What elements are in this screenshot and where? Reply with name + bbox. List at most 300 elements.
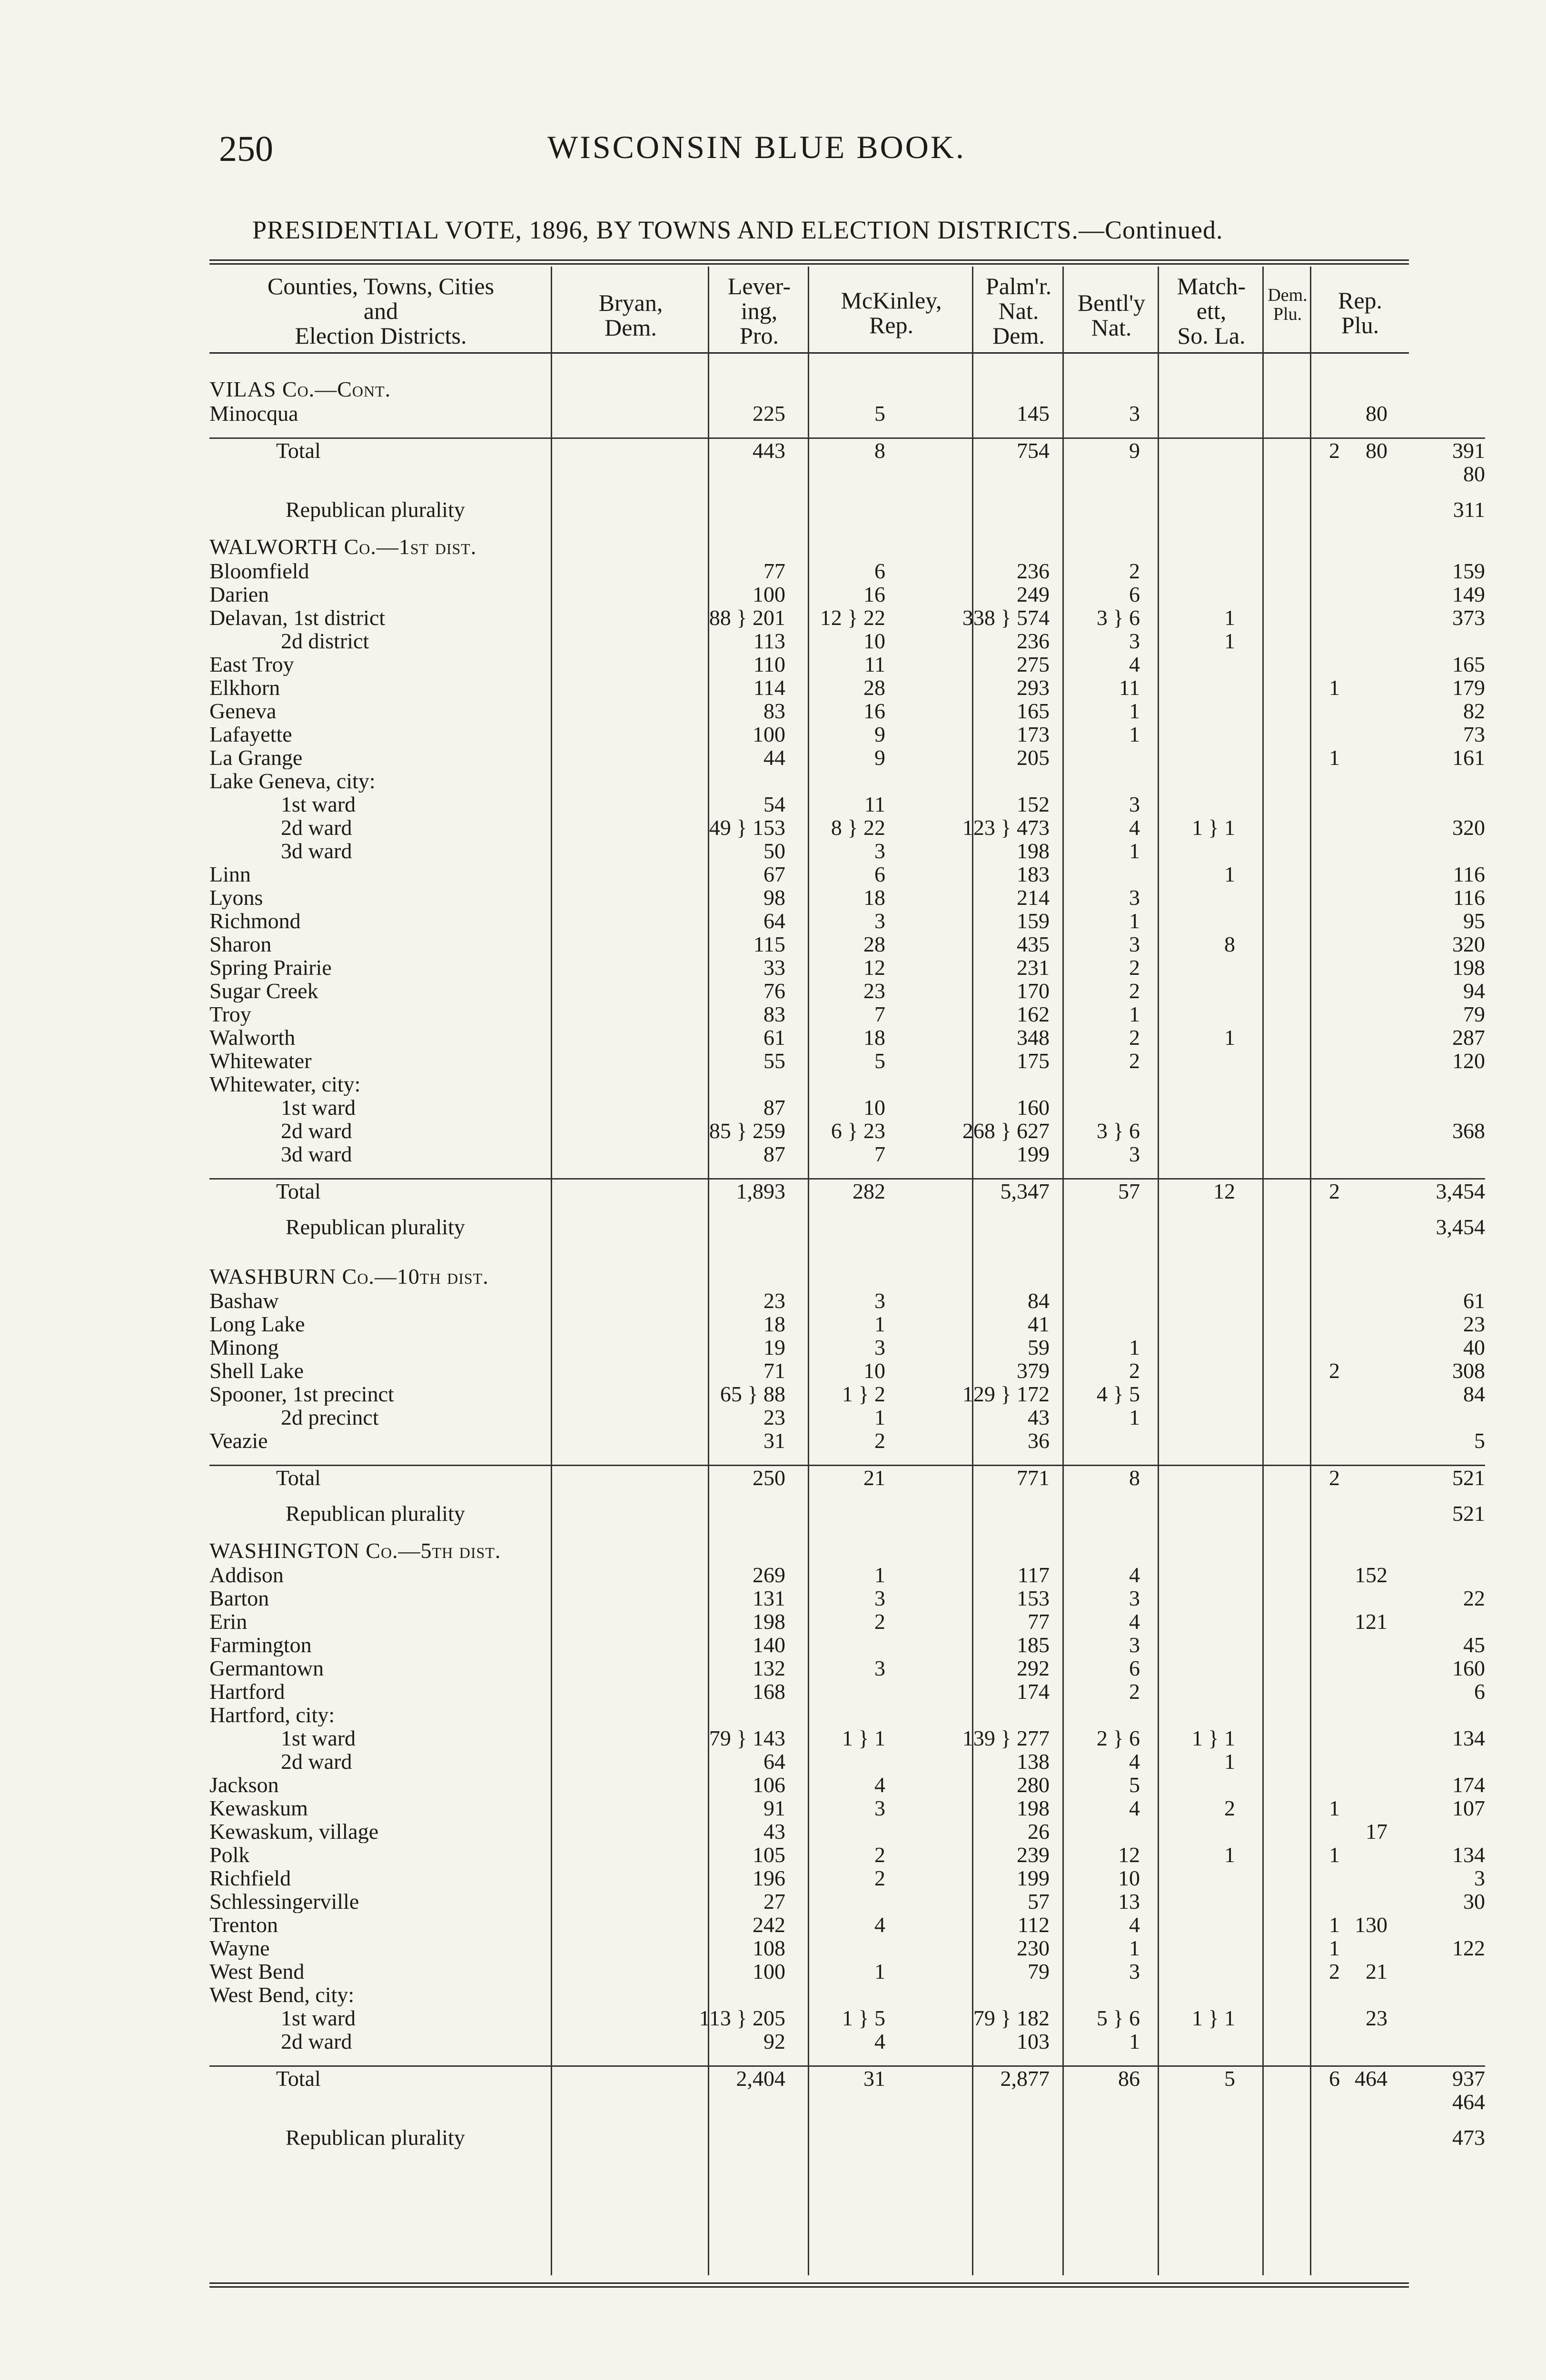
cell-dem-plu (1340, 1312, 1387, 1336)
cell-bryan: 98 (763, 886, 785, 909)
cell-mckinley (885, 1703, 1050, 1726)
cell-dem-plu: 80 (1340, 438, 1387, 463)
table-row (209, 2006, 1485, 2030)
cell-rep-plu: 308 (1452, 1359, 1485, 1382)
cell-rep-plu (1387, 1820, 1485, 1843)
cell-matchett (1235, 723, 1340, 746)
cell-dem-plu (1340, 1119, 1387, 1142)
cell-bentley (1140, 909, 1235, 932)
cell-matchett (1235, 1312, 1340, 1336)
cell-bryan (628, 1215, 785, 1239)
cell-palmer: 3 (1129, 402, 1140, 425)
cell-dem-plu (1340, 1002, 1387, 1026)
cell-rep-plu: 73 (1463, 723, 1485, 746)
row-label: Barton (209, 1587, 269, 1610)
table-row (209, 1452, 1485, 1466)
cell-mckinley (885, 498, 1050, 521)
cell-mckinley: 79 } 182 (973, 2006, 1050, 2030)
cell-matchett (1235, 583, 1340, 606)
cell-rep-plu: 165 (1452, 653, 1485, 676)
cell-palmer: 9 (1050, 438, 1140, 463)
cell-bentley (1140, 1610, 1235, 1633)
cell-mckinley (885, 2126, 1050, 2149)
running-head: WISCONSIN BLUE BOOK. (547, 129, 966, 165)
cell-dem-plu (1340, 1773, 1387, 1796)
cell-dem-plu (1340, 886, 1387, 909)
cell-palmer (1050, 462, 1140, 486)
cell-matchett (1235, 1587, 1340, 1610)
cell-bentley (1140, 1049, 1235, 1072)
cell-rep-plu: 94 (1463, 979, 1485, 1002)
cell-matchett (1235, 629, 1340, 653)
cell-bryan: 83 (763, 699, 785, 723)
cell-bryan (628, 1537, 785, 1563)
row-label: Minong (209, 1336, 279, 1359)
cell-bentley (1140, 676, 1235, 699)
row-label: 2d ward (281, 816, 352, 839)
cell-rep-plu: 161 (1452, 746, 1485, 769)
row-label: 3d ward (281, 839, 352, 863)
row-label: Richfield (209, 1866, 291, 1890)
table-row (209, 1142, 1485, 1166)
cell-bryan: 77 (763, 559, 785, 583)
cell-palmer (1050, 1502, 1140, 1525)
cell-palmer: 2 (1129, 1026, 1140, 1049)
row-label: Elkhorn (209, 676, 280, 699)
cell-levering: 10 (863, 629, 885, 653)
column-header-rep-plu: Rep. Plu. (1338, 287, 1383, 338)
cell-levering: 10 (863, 1096, 885, 1119)
table-row (209, 2090, 1485, 2113)
cell-levering: 2 (874, 1429, 885, 1452)
cell-bryan: 23 (763, 1406, 785, 1429)
cell-bentley (1140, 2090, 1235, 2113)
row-label: 1st ward (281, 1726, 356, 1750)
cell-levering: 5 (874, 402, 885, 425)
table-row (209, 1656, 1485, 1680)
cell-levering: 7 (874, 1002, 885, 1026)
cell-bentley: 1 (1224, 863, 1235, 886)
cell-bryan: 242 (753, 1913, 785, 1936)
cell-mckinley: 174 (1017, 1680, 1050, 1703)
cell-bryan: 18 (763, 1312, 785, 1336)
cell-palmer: 4 (1129, 1610, 1140, 1633)
table-row (209, 2126, 1485, 2149)
cell-levering (785, 1502, 885, 1525)
cell-levering: 1 (874, 1406, 885, 1429)
table-row (209, 1820, 1485, 1843)
cell-matchett: 1 (1329, 1913, 1340, 1936)
cell-bentley (1140, 793, 1235, 816)
row-label: Trenton (209, 1913, 278, 1936)
cell-bryan: 31 (763, 1429, 785, 1452)
cell-matchett (1235, 1382, 1340, 1406)
cell-mckinley: 348 (1017, 1026, 1050, 1049)
row-label: Troy (209, 1002, 251, 1026)
cell-levering: 6 } 23 (831, 1119, 885, 1142)
cell-palmer (1050, 1820, 1140, 1843)
cell-levering (785, 498, 885, 521)
cell-palmer: 1 (1129, 1002, 1140, 1026)
cell-levering: 8 } 22 (831, 816, 885, 839)
cell-levering: 12 } 22 (820, 606, 885, 629)
cell-dem-plu (1340, 1142, 1387, 1166)
row-spacer (209, 1525, 1485, 1537)
cell-rep-plu: 320 (1452, 932, 1485, 956)
cell-palmer: 3 (1129, 1960, 1140, 1983)
row-label: West Bend (209, 1960, 305, 1983)
cell-levering (785, 1633, 885, 1656)
cell-levering: 5 (874, 1049, 885, 1072)
cell-rep-plu (1387, 1263, 1485, 1289)
row-label: Schlessingerville (209, 1890, 359, 1913)
cell-rep-plu: 3 (1474, 1866, 1485, 1890)
cell-mckinley: 41 (1028, 1312, 1050, 1336)
row-label: Geneva (209, 699, 277, 723)
cell-matchett (1235, 534, 1340, 559)
row-label: 1st ward (281, 1096, 356, 1119)
cell-rep-plu: 179 (1452, 676, 1485, 699)
cell-matchett (1235, 1726, 1340, 1750)
cell-levering: 11 (864, 653, 885, 676)
row-label: Republican plurality (286, 1502, 465, 1525)
cell-bryan: 198 (753, 1610, 785, 1633)
cell-levering: 31 (785, 2066, 885, 2091)
cell-palmer (1050, 863, 1140, 886)
cell-dem-plu (1340, 1633, 1387, 1656)
cell-mckinley: 43 (1028, 1406, 1050, 1429)
cell-matchett (1235, 1096, 1340, 1119)
table-row (209, 676, 1485, 699)
row-label: Addison (209, 1563, 284, 1587)
cell-bentley: 1 (1224, 1750, 1235, 1773)
cell-mckinley: 117 (1017, 1563, 1050, 1587)
cell-mckinley: 338 } 574 (962, 606, 1050, 629)
row-label (209, 462, 628, 486)
cell-bentley (1140, 1773, 1235, 1796)
cell-rep-plu: 122 (1452, 1936, 1485, 1960)
cell-matchett: 6 (1235, 2066, 1340, 2091)
cell-mckinley: 170 (1017, 979, 1050, 1002)
row-label: Total (209, 2066, 628, 2091)
cell-mckinley (885, 1072, 1050, 1096)
cell-bentley: 2 (1224, 1796, 1235, 1820)
cell-bryan: 88 } 201 (709, 606, 785, 629)
cell-rep-plu: 116 (1453, 863, 1485, 886)
cell-mckinley: 173 (1017, 723, 1050, 746)
cell-bryan: 27 (763, 1890, 785, 1913)
cell-rep-plu: 120 (1452, 1049, 1485, 1072)
cell-bryan: 113 (753, 629, 785, 653)
cell-palmer: 3 } 6 (1096, 1119, 1140, 1142)
table-row (209, 1773, 1485, 1796)
cell-rep-plu: 473 (1452, 2126, 1485, 2149)
cell-mckinley: 2,877 (885, 2066, 1050, 2091)
table-row (209, 1263, 1485, 1289)
cell-levering (785, 1703, 885, 1726)
cell-levering: 1 (874, 1312, 885, 1336)
cell-matchett (1235, 793, 1340, 816)
table-row (209, 723, 1485, 746)
cell-bryan: 132 (753, 1656, 785, 1680)
cell-bryan (628, 2126, 785, 2149)
cell-rep-plu: 464 (1452, 2090, 1485, 2113)
cell-mckinley (885, 376, 1050, 402)
row-label: La Grange (209, 746, 303, 769)
cell-palmer: 1 (1129, 2030, 1140, 2053)
cell-bentley (1140, 1820, 1235, 1843)
cell-mckinley: 159 (1017, 909, 1050, 932)
row-label: Republican plurality (286, 2126, 465, 2149)
row-label: WASHINGTON Co.—5th dist. (209, 1538, 501, 1563)
cell-rep-plu (1387, 376, 1485, 402)
cell-matchett (1235, 1563, 1340, 1587)
cell-bryan (628, 1703, 785, 1726)
cell-matchett (1235, 699, 1340, 723)
cell-bentley (1140, 1215, 1235, 1239)
row-label: WASHBURN Co.—10th dist. (209, 1264, 489, 1289)
cell-bentley (1140, 2030, 1235, 2053)
cell-levering (785, 1890, 885, 1913)
cell-matchett (1235, 462, 1340, 486)
cell-rep-plu: 174 (1452, 1773, 1485, 1796)
cell-mckinley: 293 (1017, 676, 1050, 699)
cell-palmer: 3 (1129, 1587, 1140, 1610)
cell-matchett (1235, 2126, 1340, 2149)
cell-levering: 7 (874, 1142, 885, 1166)
bottom-rule (209, 2282, 1409, 2284)
table-row (209, 521, 1485, 534)
cell-mckinley (885, 1502, 1050, 1525)
row-label: Whitewater (209, 1049, 312, 1072)
cell-levering: 18 (863, 886, 885, 909)
cell-levering: 9 (874, 723, 885, 746)
cell-rep-plu (1387, 793, 1485, 816)
cell-bryan: 113 } 205 (699, 2006, 785, 2030)
cell-levering: 28 (863, 932, 885, 956)
cell-bryan: 250 (628, 1466, 785, 1490)
table-row (209, 1525, 1485, 1537)
table-row (209, 816, 1485, 839)
row-label: 2d district (281, 629, 369, 653)
cell-levering (785, 1537, 885, 1563)
cell-bryan: 71 (763, 1359, 785, 1382)
cell-matchett (1235, 1119, 1340, 1142)
cell-levering (785, 1215, 885, 1239)
cell-dem-plu (1340, 1843, 1387, 1866)
cell-dem-plu (1340, 1466, 1387, 1490)
table-row (209, 1429, 1485, 1452)
row-spacer (209, 1239, 1485, 1251)
table-row (209, 932, 1485, 956)
cell-levering: 8 (785, 438, 885, 463)
cell-bryan: 65 } 88 (720, 1382, 785, 1406)
cell-mckinley: 153 (1017, 1587, 1050, 1610)
column-header-dem-plu: Dem. Plu. (1268, 285, 1308, 324)
cell-bentley (1140, 1960, 1235, 1983)
column-header-name: Counties, Towns, Cities and Election Districts. (267, 273, 495, 349)
cell-matchett (1235, 376, 1340, 402)
cell-matchett (1235, 1142, 1340, 1166)
cell-dem-plu: 21 (1366, 1960, 1387, 1983)
table-row (209, 1336, 1485, 1359)
cell-bentley (1140, 1633, 1235, 1656)
cell-matchett (1235, 402, 1340, 425)
cell-bryan: 87 (763, 1096, 785, 1119)
cell-dem-plu (1340, 746, 1387, 769)
cell-matchett (1235, 1656, 1340, 1680)
cell-bryan: 106 (753, 1773, 785, 1796)
cell-bentley (1140, 462, 1235, 486)
cell-bryan: 2,404 (628, 2066, 785, 2091)
cell-bentley (1140, 1382, 1235, 1406)
cell-palmer: 3 (1129, 886, 1140, 909)
table-row (209, 1096, 1485, 1119)
cell-bentley (1140, 1263, 1235, 1289)
cell-bryan: 79 } 143 (709, 1726, 785, 1750)
cell-bryan: 1,893 (628, 1179, 785, 1203)
cell-bentley: 1 (1224, 629, 1235, 653)
row-label: Richmond (209, 909, 301, 932)
cell-dem-plu (1340, 839, 1387, 863)
cell-bentley (1140, 1913, 1235, 1936)
cell-bryan: 269 (753, 1563, 785, 1587)
cell-matchett: 1 (1329, 676, 1340, 699)
cell-mckinley: 268 } 627 (962, 1119, 1050, 1142)
cell-palmer (1050, 1289, 1140, 1312)
cell-levering: 16 (863, 699, 885, 723)
row-spacer (209, 2053, 1485, 2066)
cell-mckinley: 231 (1017, 956, 1050, 979)
table-row (209, 2030, 1485, 2053)
cell-rep-plu: 82 (1463, 699, 1485, 723)
cell-rep-plu (1387, 534, 1485, 559)
cell-dem-plu (1340, 2126, 1387, 2149)
cell-mckinley (885, 1983, 1050, 2006)
cell-mckinley: 236 (1017, 629, 1050, 653)
cell-matchett (1235, 769, 1340, 793)
row-label: Shell Lake (209, 1359, 304, 1382)
cell-bryan: 196 (753, 1866, 785, 1890)
page-number: 250 (219, 129, 273, 169)
cell-rep-plu: 287 (1452, 1026, 1485, 1049)
cell-palmer: 2 (1129, 979, 1140, 1002)
cell-levering: 4 (874, 1773, 885, 1796)
table-row (209, 1610, 1485, 1633)
row-label: 1st ward (281, 2006, 356, 2030)
cell-dem-plu (1340, 676, 1387, 699)
cell-mckinley: 280 (1017, 1773, 1050, 1796)
cell-bentley (1140, 1703, 1235, 1726)
cell-palmer: 3 (1129, 932, 1140, 956)
row-spacer (209, 1203, 1485, 1215)
cell-bentley (1140, 1983, 1235, 2006)
cell-mckinley: 198 (1017, 839, 1050, 863)
cell-palmer (1050, 1537, 1140, 1563)
cell-bryan: 50 (763, 839, 785, 863)
cell-levering: 2 (874, 1866, 885, 1890)
cell-levering: 11 (864, 793, 885, 816)
cell-dem-plu (1340, 606, 1387, 629)
table-row (209, 1750, 1485, 1773)
cell-dem-plu (1340, 1382, 1387, 1406)
cell-mckinley: 435 (1017, 932, 1050, 956)
cell-matchett (1235, 839, 1340, 863)
cell-mckinley: 84 (1028, 1289, 1050, 1312)
cell-mckinley: 160 (1017, 1096, 1050, 1119)
cell-bentley (1140, 2126, 1235, 2149)
cell-bentley (1140, 1866, 1235, 1890)
cell-matchett (1235, 1406, 1340, 1429)
cell-matchett (1235, 1429, 1340, 1452)
row-spacer (209, 425, 1485, 438)
cell-mckinley: 183 (1017, 863, 1050, 886)
cell-bryan: 110 (753, 653, 785, 676)
cell-bentley (1140, 1072, 1235, 1096)
column-header-mckinley: McKinley, Rep. (841, 287, 942, 338)
table-row (209, 425, 1485, 438)
cell-levering: 1 (874, 1960, 885, 1983)
cell-bentley (1140, 1406, 1235, 1429)
cell-mckinley: 26 (1028, 1820, 1050, 1843)
cell-bryan: 115 (753, 932, 785, 956)
cell-mckinley: 5,347 (885, 1179, 1050, 1203)
cell-mckinley: 145 (1017, 402, 1050, 425)
cell-dem-plu (1340, 559, 1387, 583)
row-spacer (209, 1489, 1485, 1502)
table-row (209, 1983, 1485, 2006)
cell-dem-plu (1340, 1587, 1387, 1610)
table-row (209, 402, 1485, 425)
cell-dem-plu: 152 (1355, 1563, 1387, 1587)
cell-palmer: 1 (1129, 699, 1140, 723)
row-label: Kewaskum, village (209, 1820, 379, 1843)
cell-bryan: 114 (753, 676, 785, 699)
cell-bentley (1140, 1429, 1235, 1452)
table-row (209, 1203, 1485, 1215)
cell-palmer: 8 (1050, 1466, 1140, 1490)
cell-bentley (1140, 583, 1235, 606)
cell-palmer: 4 (1129, 1750, 1140, 1773)
cell-dem-plu: 121 (1355, 1610, 1387, 1633)
cell-rep-plu: 391 (1387, 438, 1485, 463)
cell-mckinley: 185 (1017, 1633, 1050, 1656)
cell-palmer (1050, 1429, 1140, 1452)
cell-mckinley: 123 } 473 (962, 816, 1050, 839)
cell-rep-plu: 3,454 (1387, 1179, 1485, 1203)
cell-matchett (1235, 886, 1340, 909)
cell-rep-plu: 61 (1463, 1289, 1485, 1312)
cell-mckinley: 36 (1028, 1429, 1050, 1452)
cell-bentley (1140, 979, 1235, 1002)
cell-palmer (1050, 2090, 1140, 2113)
cell-matchett (1235, 1072, 1340, 1096)
cell-mckinley: 77 (1028, 1610, 1050, 1633)
cell-rep-plu: 45 (1463, 1633, 1485, 1656)
cell-levering (785, 1680, 885, 1703)
cell-palmer: 1 (1129, 1936, 1140, 1960)
cell-matchett (1235, 1680, 1340, 1703)
table-row (209, 1359, 1485, 1382)
cell-mckinley: 57 (1028, 1890, 1050, 1913)
cell-bentley (1140, 1890, 1235, 1913)
cell-bentley: 1 (1224, 1843, 1235, 1866)
row-label: Total (209, 1466, 628, 1490)
cell-matchett (1235, 1537, 1340, 1563)
row-label: West Bend, city: (209, 1983, 355, 2006)
cell-dem-plu (1340, 629, 1387, 653)
cell-dem-plu (1340, 1263, 1387, 1289)
